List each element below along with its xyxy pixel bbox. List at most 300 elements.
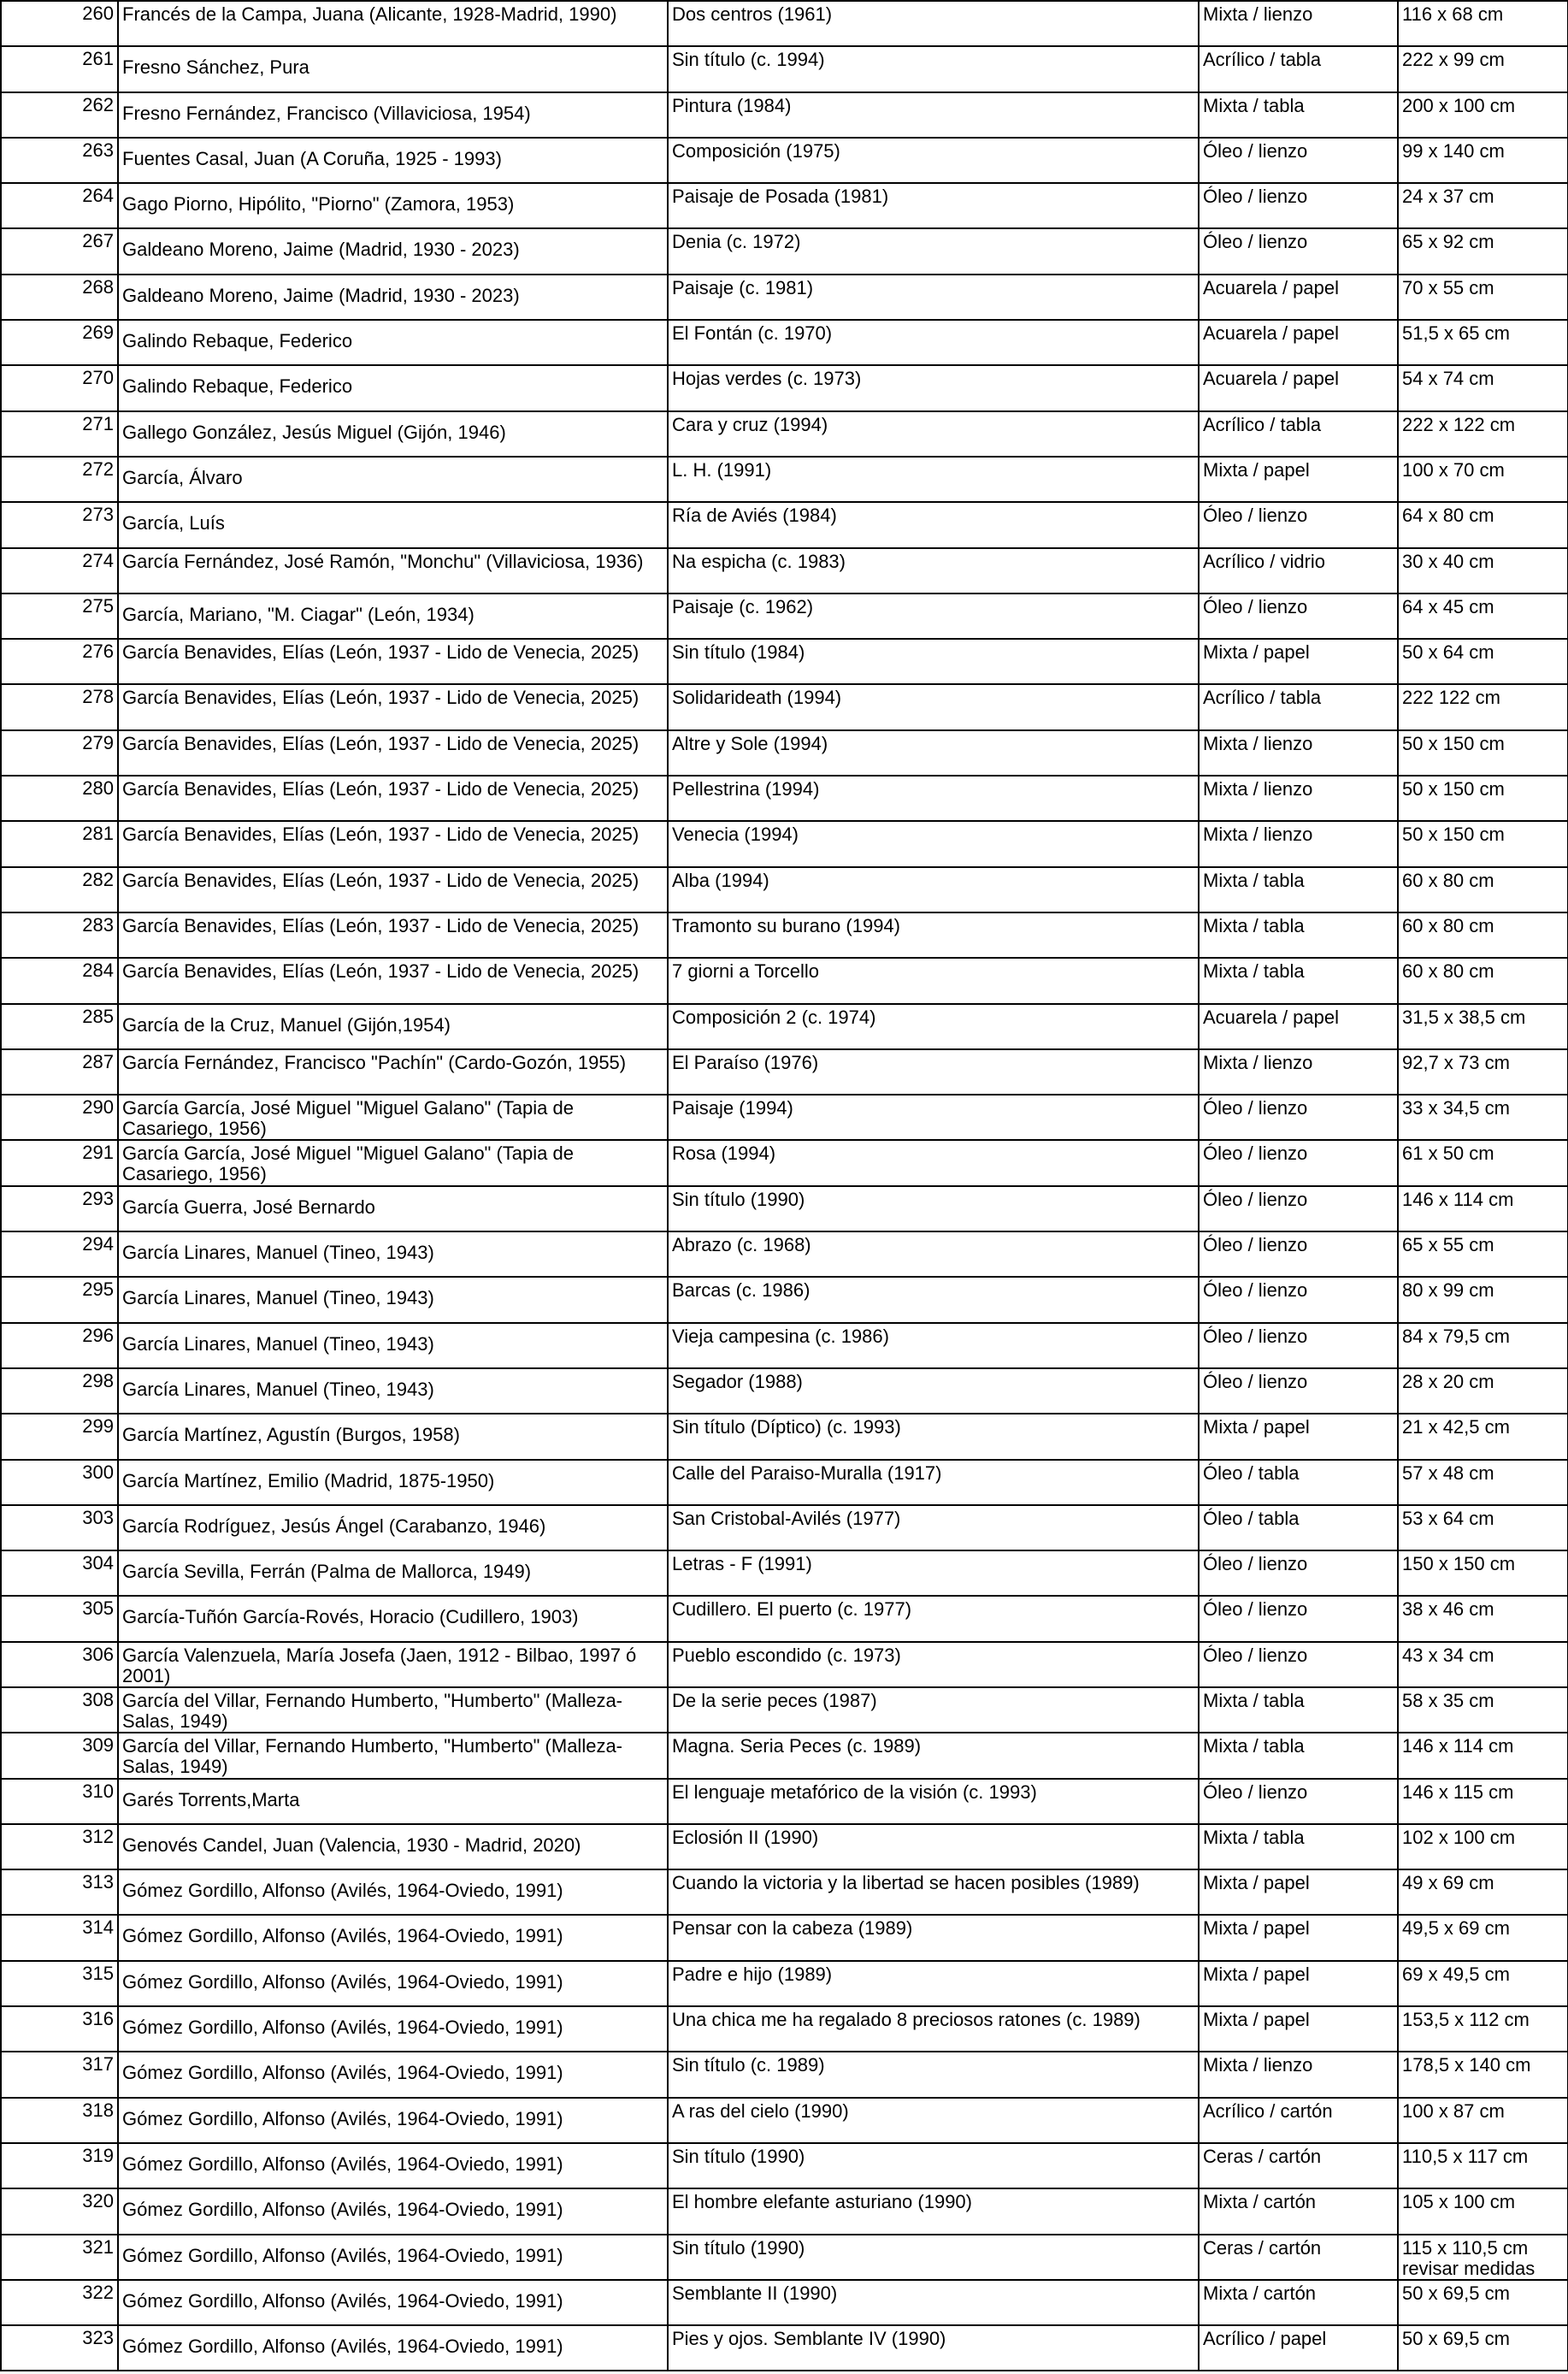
catalog-number: 282 [1, 867, 118, 912]
table-row [1, 457, 1568, 502]
title-cell: Pies y ojos. Semblante IV (1990) [668, 2325, 1199, 2371]
technique-cell: Acrílico / cartón [1199, 2098, 1398, 2143]
table-row [1, 1596, 1568, 1641]
technique-cell: Mixta / papel [1199, 1869, 1398, 1915]
artist-cell: García, Mariano, "M. Ciagar" (León, 1934) [118, 594, 668, 639]
artist-cell: Galdeano Moreno, Jaime (Madrid, 1930 - 2023) [118, 275, 668, 320]
title-cell: Magna. Seria Peces (c. 1989) [668, 1733, 1199, 1778]
technique-cell: Óleo / lienzo [1199, 183, 1398, 228]
technique-cell: Acrílico / tabla [1199, 684, 1398, 729]
catalog-number: 271 [1, 411, 118, 457]
technique-cell: Mixta / tabla [1199, 1824, 1398, 1869]
technique-cell: Óleo / lienzo [1199, 138, 1398, 183]
catalog-number: 315 [1, 1961, 118, 2006]
technique-cell: Óleo / lienzo [1199, 502, 1398, 547]
artist-cell: García Guerra, José Bernardo [118, 1186, 668, 1231]
artist-cell: García Benavides, Elías (León, 1937 - Lido de Venecia, 2025) [118, 912, 668, 958]
table-row [1, 639, 1568, 684]
technique-cell: Acrílico / tabla [1199, 46, 1398, 92]
artist-cell: Gómez Gordillo, Alfonso (Avilés, 1964-Oviedo, 1991) [118, 2280, 668, 2325]
title-cell: Paisaje (c. 1981) [668, 275, 1199, 320]
title-cell: Sin título (1990) [668, 1186, 1199, 1231]
title-cell: Sin título (c. 1989) [668, 2052, 1199, 2097]
artist-cell: García Linares, Manuel (Tineo, 1943) [118, 1277, 668, 1322]
technique-cell: Mixta / cartón [1199, 2280, 1398, 2325]
artist-cell: García García, José Miguel "Miguel Galano" (Tapia de Casariego, 1956) [118, 1140, 668, 1185]
catalog-number: 306 [1, 1642, 118, 1687]
catalog-number: 313 [1, 1869, 118, 1915]
table-row [1, 1779, 1568, 1824]
technique-cell: Óleo / lienzo [1199, 1186, 1398, 1231]
technique-cell: Mixta / lienzo [1199, 2052, 1398, 2097]
artist-cell: García Martínez, Agustín (Burgos, 1958) [118, 1414, 668, 1459]
title-cell: Pintura (1984) [668, 92, 1199, 138]
artist-cell: Fresno Sánchez, Pura [118, 46, 668, 92]
dimensions-cell: 65 x 92 cm [1398, 228, 1568, 274]
title-cell: Venecia (1994) [668, 821, 1199, 866]
technique-cell: Óleo / lienzo [1199, 228, 1398, 274]
artist-cell: Galindo Rebaque, Federico [118, 320, 668, 365]
table-row [1, 2235, 1568, 2280]
artist-cell: Gómez Gordillo, Alfonso (Avilés, 1964-Oviedo, 1991) [118, 2143, 668, 2188]
title-cell: Cara y cruz (1994) [668, 411, 1199, 457]
dimensions-cell: 50 x 150 cm [1398, 730, 1568, 776]
technique-cell: Óleo / lienzo [1199, 594, 1398, 639]
artist-cell: García Benavides, Elías (León, 1937 - Lido de Venecia, 2025) [118, 730, 668, 776]
catalog-number: 262 [1, 92, 118, 138]
artist-cell: Gallego González, Jesús Miguel (Gijón, 1946) [118, 411, 668, 457]
dimensions-cell: 84 x 79,5 cm [1398, 1323, 1568, 1368]
title-cell: Una chica me ha regalado 8 preciosos ratones (c. 1989) [668, 2006, 1199, 2052]
technique-cell: Óleo / lienzo [1199, 1140, 1398, 1185]
catalog-number: 319 [1, 2143, 118, 2188]
dimensions-cell: 50 x 150 cm [1398, 776, 1568, 821]
table-row [1, 275, 1568, 320]
title-cell: Letras - F (1991) [668, 1550, 1199, 1596]
artist-cell: García Benavides, Elías (León, 1937 - Lido de Venecia, 2025) [118, 958, 668, 1003]
title-cell: Paisaje (c. 1962) [668, 594, 1199, 639]
technique-cell: Mixta / lienzo [1199, 776, 1398, 821]
title-cell: Composición 2 (c. 1974) [668, 1004, 1199, 1049]
artist-cell: Garés Torrents,Marta [118, 1779, 668, 1824]
title-cell: Cudillero. El puerto (c. 1977) [668, 1596, 1199, 1641]
title-cell: Tramonto su burano (1994) [668, 912, 1199, 958]
artist-cell: Gómez Gordillo, Alfonso (Avilés, 1964-Oviedo, 1991) [118, 2098, 668, 2143]
catalog-number: 280 [1, 776, 118, 821]
table-row [1, 2098, 1568, 2143]
artist-cell: Galindo Rebaque, Federico [118, 365, 668, 410]
table-row [1, 2052, 1568, 2097]
title-cell: Rosa (1994) [668, 1140, 1199, 1185]
dimensions-cell: 99 x 140 cm [1398, 138, 1568, 183]
table-row [1, 1642, 1568, 1687]
title-cell: Barcas (c. 1986) [668, 1277, 1199, 1322]
technique-cell: Mixta / lienzo [1199, 1, 1398, 46]
artist-cell: Gómez Gordillo, Alfonso (Avilés, 1964-Oviedo, 1991) [118, 2325, 668, 2371]
technique-cell: Acuarela / papel [1199, 320, 1398, 365]
catalog-number: 274 [1, 548, 118, 594]
catalog-number: 283 [1, 912, 118, 958]
technique-cell: Óleo / tabla [1199, 1505, 1398, 1550]
artist-cell: Genovés Candel, Juan (Valencia, 1930 - Madrid, 2020) [118, 1824, 668, 1869]
title-cell: Solidarideath (1994) [668, 684, 1199, 729]
dimensions-cell: 58 x 35 cm [1398, 1687, 1568, 1733]
technique-cell: Mixta / tabla [1199, 1687, 1398, 1733]
artist-cell: García Benavides, Elías (León, 1937 - Lido de Venecia, 2025) [118, 639, 668, 684]
title-cell: Sin título (1990) [668, 2143, 1199, 2188]
dimensions-cell: 150 x 150 cm [1398, 1550, 1568, 1596]
artist-cell: García Valenzuela, María Josefa (Jaen, 1912 - Bilbao, 1997 ó 2001) [118, 1642, 668, 1687]
table-row [1, 2188, 1568, 2234]
catalog-number: 304 [1, 1550, 118, 1596]
table-row [1, 1231, 1568, 1277]
catalog-number: 300 [1, 1460, 118, 1505]
table-row [1, 776, 1568, 821]
catalog-number: 275 [1, 594, 118, 639]
dimensions-cell: 69 x 49,5 cm [1398, 1961, 1568, 2006]
artist-cell: García Linares, Manuel (Tineo, 1943) [118, 1231, 668, 1277]
table-row [1, 183, 1568, 228]
title-cell: Pueblo escondido (c. 1973) [668, 1642, 1199, 1687]
catalog-number: 294 [1, 1231, 118, 1277]
title-cell: Cuando la victoria y la libertad se hacen posibles (1989) [668, 1869, 1199, 1915]
dimensions-cell: 33 x 34,5 cm [1398, 1095, 1568, 1140]
table-row [1, 92, 1568, 138]
catalog-number: 278 [1, 684, 118, 729]
catalog-number: 305 [1, 1596, 118, 1641]
table-row [1, 1824, 1568, 1869]
technique-cell: Mixta / lienzo [1199, 1049, 1398, 1095]
title-cell: Sin título (1984) [668, 639, 1199, 684]
catalog-number: 318 [1, 2098, 118, 2143]
catalog-number: 303 [1, 1505, 118, 1550]
title-cell: Alba (1994) [668, 867, 1199, 912]
dimensions-cell: 100 x 87 cm [1398, 2098, 1568, 2143]
dimensions-cell: 80 x 99 cm [1398, 1277, 1568, 1322]
catalog-number: 308 [1, 1687, 118, 1733]
catalog-number: 310 [1, 1779, 118, 1824]
technique-cell: Acuarela / papel [1199, 1004, 1398, 1049]
technique-cell: Mixta / papel [1199, 2006, 1398, 2052]
technique-cell: Óleo / lienzo [1199, 1231, 1398, 1277]
table-row [1, 1277, 1568, 1322]
title-cell: El Paraíso (1976) [668, 1049, 1199, 1095]
dimensions-cell: 30 x 40 cm [1398, 548, 1568, 594]
artist-cell: García Sevilla, Ferrán (Palma de Mallorca, 1949) [118, 1550, 668, 1596]
artist-cell: García Benavides, Elías (León, 1937 - Lido de Venecia, 2025) [118, 867, 668, 912]
title-cell: Abrazo (c. 1968) [668, 1231, 1199, 1277]
dimensions-cell: 50 x 64 cm [1398, 639, 1568, 684]
catalog-number: 320 [1, 2188, 118, 2234]
catalog-number: 309 [1, 1733, 118, 1778]
catalog-number: 276 [1, 639, 118, 684]
title-cell: Altre y Sole (1994) [668, 730, 1199, 776]
artist-cell: García Fernández, José Ramón, "Monchu" (Villaviciosa, 1936) [118, 548, 668, 594]
catalog-number: 281 [1, 821, 118, 866]
table-row [1, 2280, 1568, 2325]
catalog-number: 270 [1, 365, 118, 410]
artist-cell: García Linares, Manuel (Tineo, 1943) [118, 1323, 668, 1368]
catalog-number: 268 [1, 275, 118, 320]
table-row [1, 1460, 1568, 1505]
dimensions-cell: 102 x 100 cm [1398, 1824, 1568, 1869]
table-row [1, 1140, 1568, 1185]
title-cell: Vieja campesina (c. 1986) [668, 1323, 1199, 1368]
technique-cell: Óleo / lienzo [1199, 1550, 1398, 1596]
table-body [1, 1, 1568, 2371]
dimensions-cell: 49 x 69 cm [1398, 1869, 1568, 1915]
artist-cell: García Benavides, Elías (León, 1937 - Lido de Venecia, 2025) [118, 776, 668, 821]
table-row [1, 2006, 1568, 2052]
table-row [1, 548, 1568, 594]
artist-cell: Gómez Gordillo, Alfonso (Avilés, 1964-Oviedo, 1991) [118, 1869, 668, 1915]
table-row [1, 912, 1568, 958]
artist-cell: Gómez Gordillo, Alfonso (Avilés, 1964-Oviedo, 1991) [118, 2052, 668, 2097]
artist-cell: García Benavides, Elías (León, 1937 - Lido de Venecia, 2025) [118, 684, 668, 729]
dimensions-cell: 200 x 100 cm [1398, 92, 1568, 138]
table-row [1, 1915, 1568, 1960]
dimensions-cell: 54 x 74 cm [1398, 365, 1568, 410]
title-cell: Calle del Paraiso-Muralla (1917) [668, 1460, 1199, 1505]
dimensions-cell: 61 x 50 cm [1398, 1140, 1568, 1185]
artist-cell: García García, José Miguel "Miguel Galano" (Tapia de Casariego, 1956) [118, 1095, 668, 1140]
artist-cell: Gómez Gordillo, Alfonso (Avilés, 1964-Oviedo, 1991) [118, 1961, 668, 2006]
dimensions-cell: 43 x 34 cm [1398, 1642, 1568, 1687]
catalog-number: 314 [1, 1915, 118, 1960]
dimensions-cell: 21 x 42,5 cm [1398, 1414, 1568, 1459]
technique-cell: Acrílico / vidrio [1199, 548, 1398, 594]
catalog-number: 291 [1, 1140, 118, 1185]
table-row [1, 1, 1568, 46]
catalog-number: 316 [1, 2006, 118, 2052]
technique-cell: Mixta / tabla [1199, 1733, 1398, 1778]
artist-cell: García, Álvaro [118, 457, 668, 502]
dimensions-cell: 222 122 cm [1398, 684, 1568, 729]
table-row [1, 1733, 1568, 1778]
dimensions-cell: 64 x 80 cm [1398, 502, 1568, 547]
technique-cell: Acuarela / papel [1199, 275, 1398, 320]
technique-cell: Mixta / papel [1199, 1961, 1398, 2006]
title-cell: Paisaje de Posada (1981) [668, 183, 1199, 228]
artist-cell: Fresno Fernández, Francisco (Villaviciosa, 1954) [118, 92, 668, 138]
catalog-number: 296 [1, 1323, 118, 1368]
catalog-number: 323 [1, 2325, 118, 2371]
dimensions-cell: 65 x 55 cm [1398, 1231, 1568, 1277]
artist-cell: García Martínez, Emilio (Madrid, 1875-1950) [118, 1460, 668, 1505]
catalog-number: 273 [1, 502, 118, 547]
catalog-number: 267 [1, 228, 118, 274]
table-row [1, 1961, 1568, 2006]
dimensions-cell: 60 x 80 cm [1398, 867, 1568, 912]
artist-cell: Galdeano Moreno, Jaime (Madrid, 1930 - 2023) [118, 228, 668, 274]
table-row [1, 594, 1568, 639]
technique-cell: Mixta / papel [1199, 1414, 1398, 1459]
title-cell: Pellestrina (1994) [668, 776, 1199, 821]
technique-cell: Acrílico / tabla [1199, 411, 1398, 457]
title-cell: Dos centros (1961) [668, 1, 1199, 46]
dimensions-cell: 146 x 115 cm [1398, 1779, 1568, 1824]
title-cell: Segador (1988) [668, 1368, 1199, 1414]
catalog-number: 269 [1, 320, 118, 365]
technique-cell: Óleo / lienzo [1199, 1642, 1398, 1687]
table-row [1, 46, 1568, 92]
artist-cell: Gómez Gordillo, Alfonso (Avilés, 1964-Oviedo, 1991) [118, 2188, 668, 2234]
title-cell: Pensar con la cabeza (1989) [668, 1915, 1199, 1960]
technique-cell: Mixta / papel [1199, 639, 1398, 684]
table-row [1, 1004, 1568, 1049]
artist-cell: García, Luís [118, 502, 668, 547]
dimensions-cell: 146 x 114 cm [1398, 1186, 1568, 1231]
artist-cell: Gómez Gordillo, Alfonso (Avilés, 1964-Oviedo, 1991) [118, 1915, 668, 1960]
catalog-number: 261 [1, 46, 118, 92]
dimensions-cell: 50 x 69,5 cm [1398, 2280, 1568, 2325]
title-cell: Padre e hijo (1989) [668, 1961, 1199, 2006]
dimensions-cell: 38 x 46 cm [1398, 1596, 1568, 1641]
dimensions-cell: 53 x 64 cm [1398, 1505, 1568, 1550]
dimensions-cell: 51,5 x 65 cm [1398, 320, 1568, 365]
dimensions-cell: 50 x 69,5 cm [1398, 2325, 1568, 2371]
technique-cell: Mixta / tabla [1199, 912, 1398, 958]
dimensions-cell: 28 x 20 cm [1398, 1368, 1568, 1414]
artist-cell: García del Villar, Fernando Humberto, "Humberto" (Malleza-Salas, 1949) [118, 1687, 668, 1733]
table-row [1, 2325, 1568, 2371]
title-cell: El hombre elefante asturiano (1990) [668, 2188, 1199, 2234]
table-row [1, 684, 1568, 729]
technique-cell: Óleo / lienzo [1199, 1779, 1398, 1824]
technique-cell: Mixta / tabla [1199, 92, 1398, 138]
title-cell: Sin título (1990) [668, 2235, 1199, 2280]
title-cell: Semblante II (1990) [668, 2280, 1199, 2325]
technique-cell: Mixta / papel [1199, 457, 1398, 502]
dimensions-cell: 57 x 48 cm [1398, 1460, 1568, 1505]
table-row [1, 1505, 1568, 1550]
artist-cell: García del Villar, Fernando Humberto, "Humberto" (Malleza-Salas, 1949) [118, 1733, 668, 1778]
table-row [1, 1186, 1568, 1231]
title-cell: De la serie peces (1987) [668, 1687, 1199, 1733]
table-row [1, 365, 1568, 410]
technique-cell: Óleo / lienzo [1199, 1277, 1398, 1322]
title-cell: Sin título (Díptico) (c. 1993) [668, 1414, 1199, 1459]
table-row [1, 1414, 1568, 1459]
table-row [1, 1869, 1568, 1915]
dimensions-cell: 146 x 114 cm [1398, 1733, 1568, 1778]
title-cell: Composición (1975) [668, 138, 1199, 183]
dimensions-cell: 178,5 x 140 cm [1398, 2052, 1568, 2097]
table-row [1, 502, 1568, 547]
table-row [1, 1368, 1568, 1414]
artist-cell: García Fernández, Francisco "Pachín" (Cardo-Gozón, 1955) [118, 1049, 668, 1095]
artist-cell: Gómez Gordillo, Alfonso (Avilés, 1964-Oviedo, 1991) [118, 2235, 668, 2280]
artist-cell: García Rodríguez, Jesús Ángel (Carabanzo, 1946) [118, 1505, 668, 1550]
dimensions-cell: 50 x 150 cm [1398, 821, 1568, 866]
catalog-number: 284 [1, 958, 118, 1003]
table-row [1, 1049, 1568, 1095]
artist-cell: Francés de la Campa, Juana (Alicante, 1928-Madrid, 1990) [118, 1, 668, 46]
catalog-number: 299 [1, 1414, 118, 1459]
title-cell: Denia (c. 1972) [668, 228, 1199, 274]
dimensions-cell: 31,5 x 38,5 cm [1398, 1004, 1568, 1049]
technique-cell: Óleo / lienzo [1199, 1596, 1398, 1641]
table-row [1, 867, 1568, 912]
catalog-number: 317 [1, 2052, 118, 2097]
technique-cell: Óleo / lienzo [1199, 1368, 1398, 1414]
catalog-number: 295 [1, 1277, 118, 1322]
technique-cell: Ceras / cartón [1199, 2235, 1398, 2280]
technique-cell: Mixta / papel [1199, 1915, 1398, 1960]
table-row [1, 958, 1568, 1003]
catalog-number: 293 [1, 1186, 118, 1231]
technique-cell: Mixta / tabla [1199, 867, 1398, 912]
title-cell: A ras del cielo (1990) [668, 2098, 1199, 2143]
title-cell: Na espicha (c. 1983) [668, 548, 1199, 594]
title-cell: Ría de Aviés (1984) [668, 502, 1199, 547]
technique-cell: Mixta / tabla [1199, 958, 1398, 1003]
artist-cell: Gago Piorno, Hipólito, "Piorno" (Zamora, 1953) [118, 183, 668, 228]
catalog-number: 263 [1, 138, 118, 183]
dimensions-cell: 222 x 99 cm [1398, 46, 1568, 92]
dimensions-cell: 100 x 70 cm [1398, 457, 1568, 502]
catalog-number: 279 [1, 730, 118, 776]
dimensions-cell: 92,7 x 73 cm [1398, 1049, 1568, 1095]
technique-cell: Mixta / lienzo [1199, 730, 1398, 776]
dimensions-cell: 153,5 x 112 cm [1398, 2006, 1568, 2052]
title-cell: El Fontán (c. 1970) [668, 320, 1199, 365]
title-cell: Eclosión II (1990) [668, 1824, 1199, 1869]
catalog-number: 321 [1, 2235, 118, 2280]
artist-cell: García Benavides, Elías (León, 1937 - Lido de Venecia, 2025) [118, 821, 668, 866]
table-row [1, 1095, 1568, 1140]
artist-cell: Gómez Gordillo, Alfonso (Avilés, 1964-Oviedo, 1991) [118, 2006, 668, 2052]
technique-cell: Mixta / cartón [1199, 2188, 1398, 2234]
artist-cell: García de la Cruz, Manuel (Gijón,1954) [118, 1004, 668, 1049]
dimensions-cell: 60 x 80 cm [1398, 912, 1568, 958]
technique-cell: Ceras / cartón [1199, 2143, 1398, 2188]
dimensions-cell: 116 x 68 cm [1398, 1, 1568, 46]
dimensions-cell: 70 x 55 cm [1398, 275, 1568, 320]
table-row [1, 730, 1568, 776]
catalog-number: 312 [1, 1824, 118, 1869]
catalog-number: 287 [1, 1049, 118, 1095]
technique-cell: Acuarela / papel [1199, 365, 1398, 410]
title-cell: Hojas verdes (c. 1973) [668, 365, 1199, 410]
technique-cell: Óleo / lienzo [1199, 1323, 1398, 1368]
dimensions-cell: 110,5 x 117 cm [1398, 2143, 1568, 2188]
table-row [1, 1687, 1568, 1733]
technique-cell: Acrílico / papel [1199, 2325, 1398, 2371]
title-cell: El lenguaje metafórico de la visión (c. 1993) [668, 1779, 1199, 1824]
table-row [1, 138, 1568, 183]
technique-cell: Óleo / lienzo [1199, 1095, 1398, 1140]
table-row [1, 2143, 1568, 2188]
title-cell: Sin título (c. 1994) [668, 46, 1199, 92]
artist-cell: García-Tuñón García-Rovés, Horacio (Cudillero, 1903) [118, 1596, 668, 1641]
catalog-number: 272 [1, 457, 118, 502]
dimensions-cell: 105 x 100 cm [1398, 2188, 1568, 2234]
dimensions-cell: 49,5 x 69 cm [1398, 1915, 1568, 1960]
dimensions-cell: 222 x 122 cm [1398, 411, 1568, 457]
dimensions-cell: 115 x 110,5 cm revisar medidas [1398, 2235, 1568, 2280]
dimensions-cell: 60 x 80 cm [1398, 958, 1568, 1003]
catalog-number: 260 [1, 1, 118, 46]
technique-cell: Óleo / tabla [1199, 1460, 1398, 1505]
table-row [1, 821, 1568, 866]
table-row [1, 1323, 1568, 1368]
table-row [1, 1550, 1568, 1596]
artist-cell: García Linares, Manuel (Tineo, 1943) [118, 1368, 668, 1414]
title-cell: L. H. (1991) [668, 457, 1199, 502]
table-row [1, 411, 1568, 457]
table-row [1, 228, 1568, 274]
